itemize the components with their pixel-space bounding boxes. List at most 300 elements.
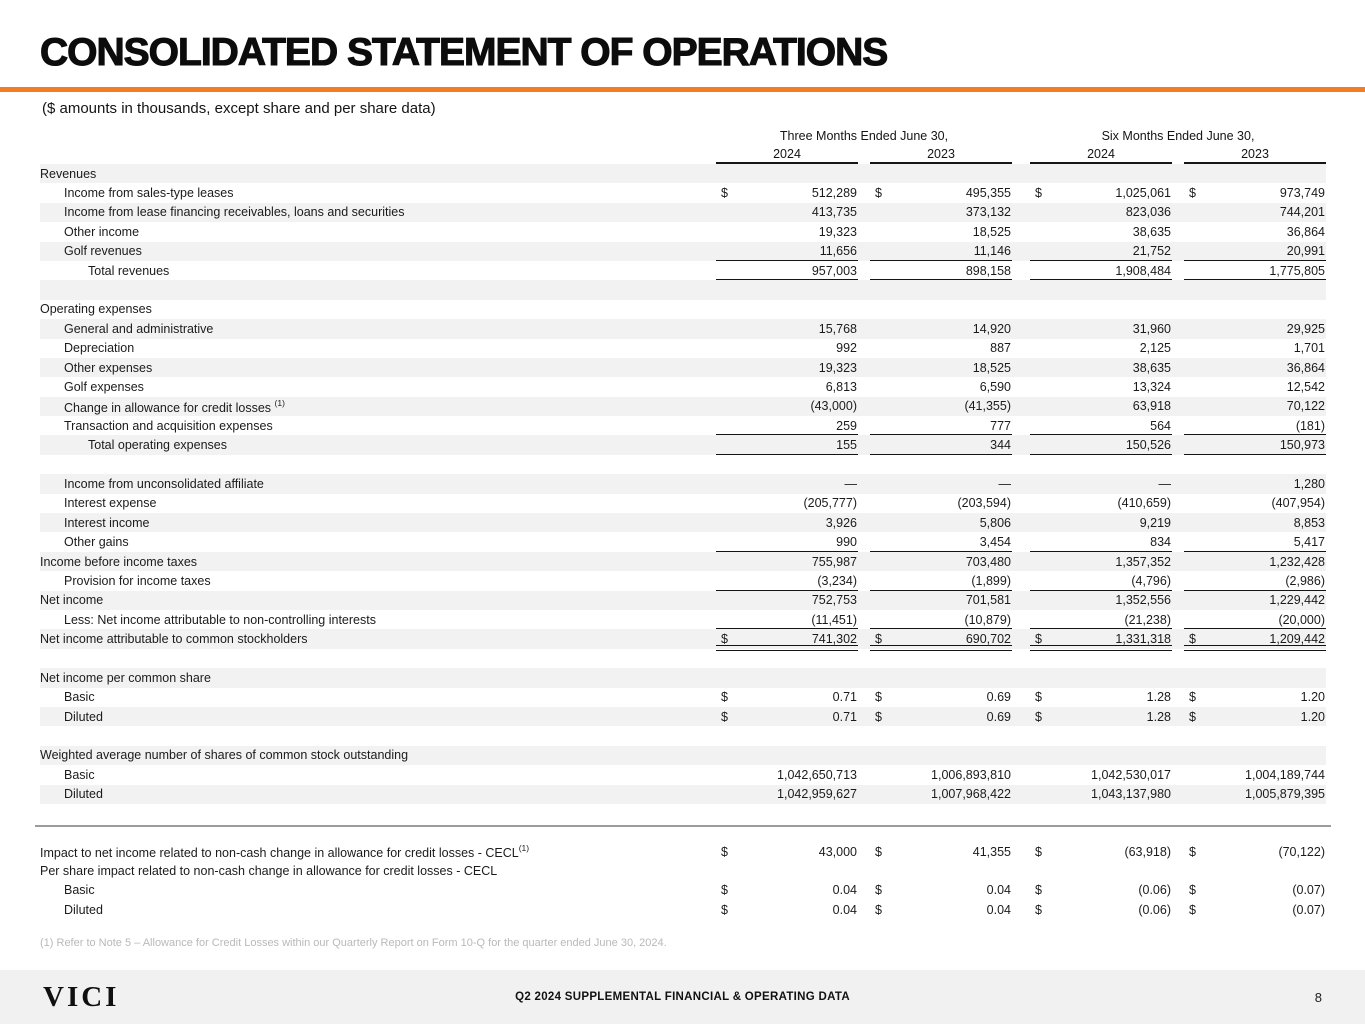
column-year: 2023	[1184, 146, 1326, 164]
row-label: Income before income taxes	[40, 554, 198, 569]
amount: 344	[990, 438, 1011, 453]
cell-value	[870, 785, 1012, 804]
amount: 63,918	[1132, 399, 1171, 414]
amount: 19,323	[818, 360, 857, 375]
cell-value	[870, 339, 1012, 358]
cell-value	[1030, 474, 1172, 493]
dollar-sign: $	[1035, 844, 1042, 859]
cell-value	[870, 591, 1012, 610]
amount: 259	[836, 418, 857, 433]
cell-value	[870, 494, 1012, 513]
cell-value	[1184, 513, 1326, 532]
row-label: Basic	[64, 883, 95, 898]
amount: 1,042,959,627	[777, 787, 857, 802]
cell-value	[1184, 416, 1326, 435]
dollar-sign: $	[721, 902, 728, 917]
cell-value	[870, 900, 1012, 919]
cell-value	[1184, 707, 1326, 726]
row-label: Other expenses	[64, 360, 153, 375]
cell-value	[1030, 532, 1172, 551]
cell-value	[1030, 707, 1172, 726]
table-row	[40, 416, 1326, 435]
table-row	[40, 474, 1326, 493]
cell-value	[716, 183, 858, 202]
dollar-sign: $	[875, 902, 882, 917]
cell-value	[716, 552, 858, 571]
cell-value	[1030, 881, 1172, 900]
amount: 957,003	[811, 263, 857, 278]
table-row	[40, 339, 1326, 358]
row-label: Basic	[64, 767, 95, 782]
column-group-six-months: Six Months Ended June 30,	[1101, 129, 1255, 143]
cell-value	[870, 842, 1012, 861]
row-label: Change in allowance for credit losses $^{(1)}$	[64, 397, 285, 415]
cell-value	[870, 765, 1012, 784]
amount: 823,036	[1125, 205, 1171, 220]
table-row	[40, 707, 1326, 726]
cell-value	[870, 435, 1012, 454]
cell-value	[716, 842, 858, 861]
cell-value	[1184, 842, 1326, 861]
row-label: Per share impact related to non-cash change in allowance for credit losses - CECL	[40, 863, 498, 878]
table-row	[40, 881, 1326, 900]
row-label: Other income	[64, 224, 140, 239]
cell-value	[1030, 571, 1172, 590]
cell-value	[716, 629, 858, 648]
amount: 898,158	[965, 263, 1011, 278]
cell-value	[1030, 183, 1172, 202]
table-row	[40, 183, 1326, 202]
cell-value	[870, 707, 1012, 726]
amount: 2,125	[1139, 341, 1171, 356]
cell-value	[870, 358, 1012, 377]
spacer-row	[40, 649, 1326, 668]
cell-value	[716, 474, 858, 493]
amount: 1.20	[1300, 690, 1325, 705]
units-subtitle: ($ amounts in thousands, except share and per share data)	[42, 100, 436, 117]
table-row	[40, 513, 1326, 532]
row-label: Depreciation	[64, 341, 135, 356]
amount: 1,005,879,395	[1245, 787, 1325, 802]
amount: 20,991	[1286, 244, 1325, 259]
footnote-marker: (1)	[274, 397, 285, 408]
amount: 5,806	[979, 515, 1011, 530]
row-label: Transaction and acquisition expenses	[64, 418, 273, 433]
amount: 703,480	[965, 554, 1011, 569]
dollar-sign: $	[1035, 709, 1042, 724]
amount: (11,451)	[811, 612, 857, 627]
cell-value	[870, 881, 1012, 900]
cell-value	[716, 435, 858, 454]
cell-value	[870, 183, 1012, 202]
dollar-sign: $	[1189, 902, 1196, 917]
dollar-sign: $	[1035, 186, 1042, 201]
cell-value	[1184, 532, 1326, 551]
amount: 1,042,650,713	[777, 767, 857, 782]
amount: 1,006,893,810	[931, 767, 1011, 782]
cell-value	[1030, 242, 1172, 261]
table-row	[40, 629, 1326, 648]
amount: 6,813	[825, 379, 857, 394]
dollar-sign: $	[721, 690, 728, 705]
cell-value	[1030, 377, 1172, 396]
cell-value	[1184, 785, 1326, 804]
cell-value	[1184, 242, 1326, 261]
cell-value	[1184, 358, 1326, 377]
amount: 1,331,318	[1115, 632, 1171, 647]
cell-value	[716, 881, 858, 900]
row-label: Total operating expenses	[88, 438, 227, 453]
table-row	[40, 532, 1326, 551]
amount: 0.71	[832, 690, 857, 705]
cell-value	[1030, 591, 1172, 610]
amount: 1,025,061	[1115, 186, 1171, 201]
footnote: (1) Refer to Note 5 – Allowance for Credit Losses within our Quarterly Report on Form 10-Q for the quarter ended June 30, 2024.	[40, 937, 667, 949]
cell-value	[716, 610, 858, 629]
cell-value	[1184, 881, 1326, 900]
dollar-sign: $	[875, 709, 882, 724]
amount: 3,454	[979, 535, 1011, 550]
footer-title: Q2 2024 SUPPLEMENTAL FINANCIAL & OPERATING DATA	[515, 991, 850, 1003]
cell-value	[716, 222, 858, 241]
amount: 9,219	[1139, 515, 1171, 530]
amount: 5,417	[1293, 535, 1325, 550]
amount: (3,234)	[817, 573, 857, 588]
amount: 1.28	[1146, 709, 1171, 724]
dollar-sign: $	[1035, 632, 1042, 647]
cell-value	[1184, 183, 1326, 202]
cell-value	[1030, 358, 1172, 377]
amount: 8,853	[1293, 515, 1325, 530]
dollar-sign: $	[875, 844, 882, 859]
amount: 1,209,442	[1269, 632, 1325, 647]
cecl-impact-section	[40, 842, 1326, 920]
cell-value	[1030, 397, 1172, 416]
cell-value	[1184, 203, 1326, 222]
amount: 1,004,189,744	[1245, 767, 1325, 782]
row-label: Diluted	[64, 709, 103, 724]
amount: 990	[836, 535, 857, 550]
amount: 1,007,968,422	[931, 787, 1011, 802]
cell-value	[870, 688, 1012, 707]
cell-value	[1030, 416, 1172, 435]
table-row	[40, 261, 1326, 280]
amount: 38,635	[1132, 224, 1171, 239]
cell-value	[1030, 513, 1172, 532]
spacer-row	[40, 455, 1326, 474]
row-label: Interest expense	[64, 496, 157, 511]
cell-value	[1184, 339, 1326, 358]
column-group-three-months: Three Months Ended June 30,	[779, 129, 949, 143]
amount: 701,581	[965, 593, 1011, 608]
amount: 1,908,484	[1115, 263, 1171, 278]
amount: 1,701	[1293, 341, 1325, 356]
table-row	[40, 203, 1326, 222]
cell-value	[716, 532, 858, 551]
dollar-sign: $	[875, 883, 882, 898]
cell-value	[716, 377, 858, 396]
amount: (0.06)	[1138, 883, 1171, 898]
amount: —	[844, 476, 857, 491]
amount: 744,201	[1279, 205, 1325, 220]
table-row	[40, 300, 1326, 319]
cell-value	[1184, 571, 1326, 590]
row-label: Total revenues	[88, 263, 170, 278]
cell-value	[1184, 629, 1326, 648]
amount: (0.07)	[1292, 883, 1325, 898]
amount: 19,323	[818, 224, 857, 239]
amount: 13,324	[1132, 379, 1171, 394]
amount: (205,777)	[803, 496, 857, 511]
cell-value	[716, 591, 858, 610]
table-row	[40, 377, 1326, 396]
cell-value	[1030, 765, 1172, 784]
cell-value	[1030, 222, 1172, 241]
amount: 11,146	[973, 244, 1011, 259]
amount: 755,987	[811, 554, 857, 569]
row-label: Revenues	[40, 166, 97, 181]
dollar-sign: $	[1189, 844, 1196, 859]
cell-value	[1184, 222, 1326, 241]
cell-value	[716, 494, 858, 513]
amount: 11,656	[819, 244, 857, 259]
amount: 992	[836, 341, 857, 356]
table-row	[40, 785, 1326, 804]
section-divider-line	[35, 825, 1331, 827]
cell-value	[716, 513, 858, 532]
cell-value	[1184, 319, 1326, 338]
amount: 973,749	[1279, 186, 1325, 201]
amount: 36,864	[1286, 360, 1325, 375]
cell-value	[716, 416, 858, 435]
vici-logo: VICI	[43, 980, 120, 1013]
cell-value	[716, 571, 858, 590]
column-years-row	[40, 146, 1326, 164]
cell-value	[1030, 629, 1172, 648]
dollar-sign: $	[875, 632, 882, 647]
amount: 0.04	[986, 902, 1011, 917]
amount: (21,238)	[1124, 612, 1171, 627]
table-row	[40, 861, 1326, 880]
amount: (0.06)	[1138, 902, 1171, 917]
amount: 70,122	[1286, 399, 1325, 414]
amount: 1,280	[1293, 476, 1325, 491]
amount: (10,879)	[964, 612, 1011, 627]
amount: 14,920	[972, 321, 1011, 336]
amount: (70,122)	[1278, 844, 1325, 859]
amount: (63,918)	[1124, 844, 1171, 859]
table-row	[40, 435, 1326, 454]
amount: 1,229,442	[1269, 593, 1325, 608]
cell-value	[1184, 765, 1326, 784]
amount: 0.69	[986, 709, 1011, 724]
row-label: Other gains	[64, 535, 129, 550]
cell-value	[870, 203, 1012, 222]
column-year: 2024	[716, 146, 858, 164]
amount: (410,659)	[1117, 496, 1171, 511]
amount: 12,542	[1286, 379, 1325, 394]
amount: 150,973	[1279, 438, 1325, 453]
amount: (2,986)	[1285, 573, 1325, 588]
cell-value	[1030, 900, 1172, 919]
dollar-sign: $	[721, 186, 728, 201]
amount: 0.71	[832, 709, 857, 724]
row-label: Income from lease financing receivables, loans and securities	[64, 205, 405, 220]
amount: (203,594)	[957, 496, 1011, 511]
dollar-sign: $	[721, 632, 728, 647]
spacer-row	[40, 726, 1326, 745]
amount: 36,864	[1286, 224, 1325, 239]
cell-value	[716, 765, 858, 784]
cell-value	[1184, 900, 1326, 919]
row-label: Weighted average number of shares of common stock outstanding	[40, 748, 409, 763]
amount: (407,954)	[1271, 496, 1325, 511]
dollar-sign: $	[1189, 709, 1196, 724]
amount: 1,775,805	[1269, 263, 1325, 278]
table-row	[40, 222, 1326, 241]
table-row	[40, 552, 1326, 571]
cell-value	[1184, 397, 1326, 416]
row-label: Operating expenses	[40, 302, 152, 317]
table-row	[40, 688, 1326, 707]
cell-value	[870, 416, 1012, 435]
cell-value	[870, 571, 1012, 590]
amount: 0.04	[986, 883, 1011, 898]
table-row	[40, 746, 1326, 765]
row-label: Golf expenses	[64, 379, 144, 394]
cell-value	[1184, 591, 1326, 610]
amount: 3,926	[825, 515, 857, 530]
amount: 887	[990, 341, 1011, 356]
amount: (181)	[1295, 418, 1325, 433]
amount: 690,702	[965, 632, 1011, 647]
cell-value	[870, 242, 1012, 261]
amount: 834	[1150, 535, 1171, 550]
dollar-sign: $	[721, 709, 728, 724]
row-label: Net income	[40, 593, 104, 608]
table-body	[40, 164, 1326, 804]
table-row	[40, 900, 1326, 919]
cell-value	[1184, 435, 1326, 454]
row-label: Interest income	[64, 515, 150, 530]
amount: 6,590	[979, 379, 1011, 394]
cell-value	[1030, 319, 1172, 338]
dollar-sign: $	[1189, 883, 1196, 898]
cell-value	[1030, 688, 1172, 707]
cell-value	[716, 261, 858, 280]
cell-value	[1184, 688, 1326, 707]
amount: 38,635	[1132, 360, 1171, 375]
table-row	[40, 494, 1326, 513]
cell-value	[870, 377, 1012, 396]
cell-value	[716, 339, 858, 358]
row-label: Golf revenues	[64, 244, 142, 259]
cell-value	[1184, 261, 1326, 280]
cell-value	[1030, 261, 1172, 280]
dollar-sign: $	[1035, 690, 1042, 705]
cell-value	[870, 222, 1012, 241]
amount: 0.04	[832, 902, 857, 917]
cell-value	[716, 319, 858, 338]
row-label: Income from sales-type leases	[64, 186, 234, 201]
amount: —	[1158, 476, 1171, 491]
amount: (20,000)	[1278, 612, 1325, 627]
cell-value	[1030, 842, 1172, 861]
table-row	[40, 842, 1326, 861]
column-year: 2023	[870, 146, 1012, 164]
amount: 777	[990, 418, 1011, 433]
cell-value	[716, 397, 858, 416]
table-row	[40, 164, 1326, 183]
dollar-sign: $	[875, 690, 882, 705]
amount: 413,735	[811, 205, 857, 220]
amount: —	[998, 476, 1011, 491]
dollar-sign: $	[1035, 902, 1042, 917]
row-label: Net income attributable to common stockholders	[40, 632, 308, 647]
cell-value	[716, 358, 858, 377]
cell-value	[1030, 494, 1172, 513]
row-label: Basic	[64, 690, 95, 705]
footnote-marker: (1)	[518, 843, 530, 854]
cell-value	[716, 707, 858, 726]
amount: 1,352,556	[1115, 593, 1171, 608]
spacer-row	[40, 280, 1326, 299]
row-label: Provision for income taxes	[64, 573, 211, 588]
cell-value	[870, 629, 1012, 648]
amount: 15,768	[818, 321, 857, 336]
amount: 495,355	[965, 186, 1011, 201]
cell-value	[716, 785, 858, 804]
cell-value	[870, 513, 1012, 532]
page-number: 8	[1314, 989, 1322, 1005]
amount: 741,302	[811, 632, 857, 647]
amount: (4,796)	[1131, 573, 1171, 588]
cell-value	[1030, 785, 1172, 804]
amount: 21,752	[1132, 244, 1171, 259]
footer-bar	[0, 970, 1365, 1024]
row-label: Diluted	[64, 902, 103, 917]
cell-value	[1184, 377, 1326, 396]
cell-value	[870, 261, 1012, 280]
table-row	[40, 591, 1326, 610]
amount: 1,042,530,017	[1091, 767, 1171, 782]
dollar-sign: $	[1189, 186, 1196, 201]
accent-divider	[0, 87, 1365, 92]
amount: 512,289	[811, 186, 857, 201]
cell-value	[870, 319, 1012, 338]
row-label: Less: Net income attributable to non-controlling interests	[64, 612, 376, 627]
cell-value	[1030, 203, 1172, 222]
cell-value	[1030, 435, 1172, 454]
amount: (41,355)	[964, 399, 1011, 414]
cell-value	[870, 552, 1012, 571]
page-title: CONSOLIDATED STATEMENT OF OPERATIONS	[40, 31, 888, 74]
amount: 155	[836, 438, 857, 453]
cell-value	[1184, 552, 1326, 571]
column-group-header-row	[40, 126, 1326, 146]
amount: 150,526	[1125, 438, 1171, 453]
amount: 31,960	[1132, 321, 1171, 336]
cell-value	[1030, 552, 1172, 571]
amount: 1.20	[1300, 709, 1325, 724]
row-label: Income from unconsolidated affiliate	[64, 476, 264, 491]
amount: 41,355	[972, 844, 1011, 859]
row-label: Impact to net income related to non-cash change in allowance for credit losses - CECL$^{(1)}$	[40, 843, 530, 861]
amount: 1.28	[1146, 690, 1171, 705]
amount: 18,525	[972, 224, 1011, 239]
amount: (1,899)	[971, 573, 1011, 588]
dollar-sign: $	[1189, 632, 1196, 647]
